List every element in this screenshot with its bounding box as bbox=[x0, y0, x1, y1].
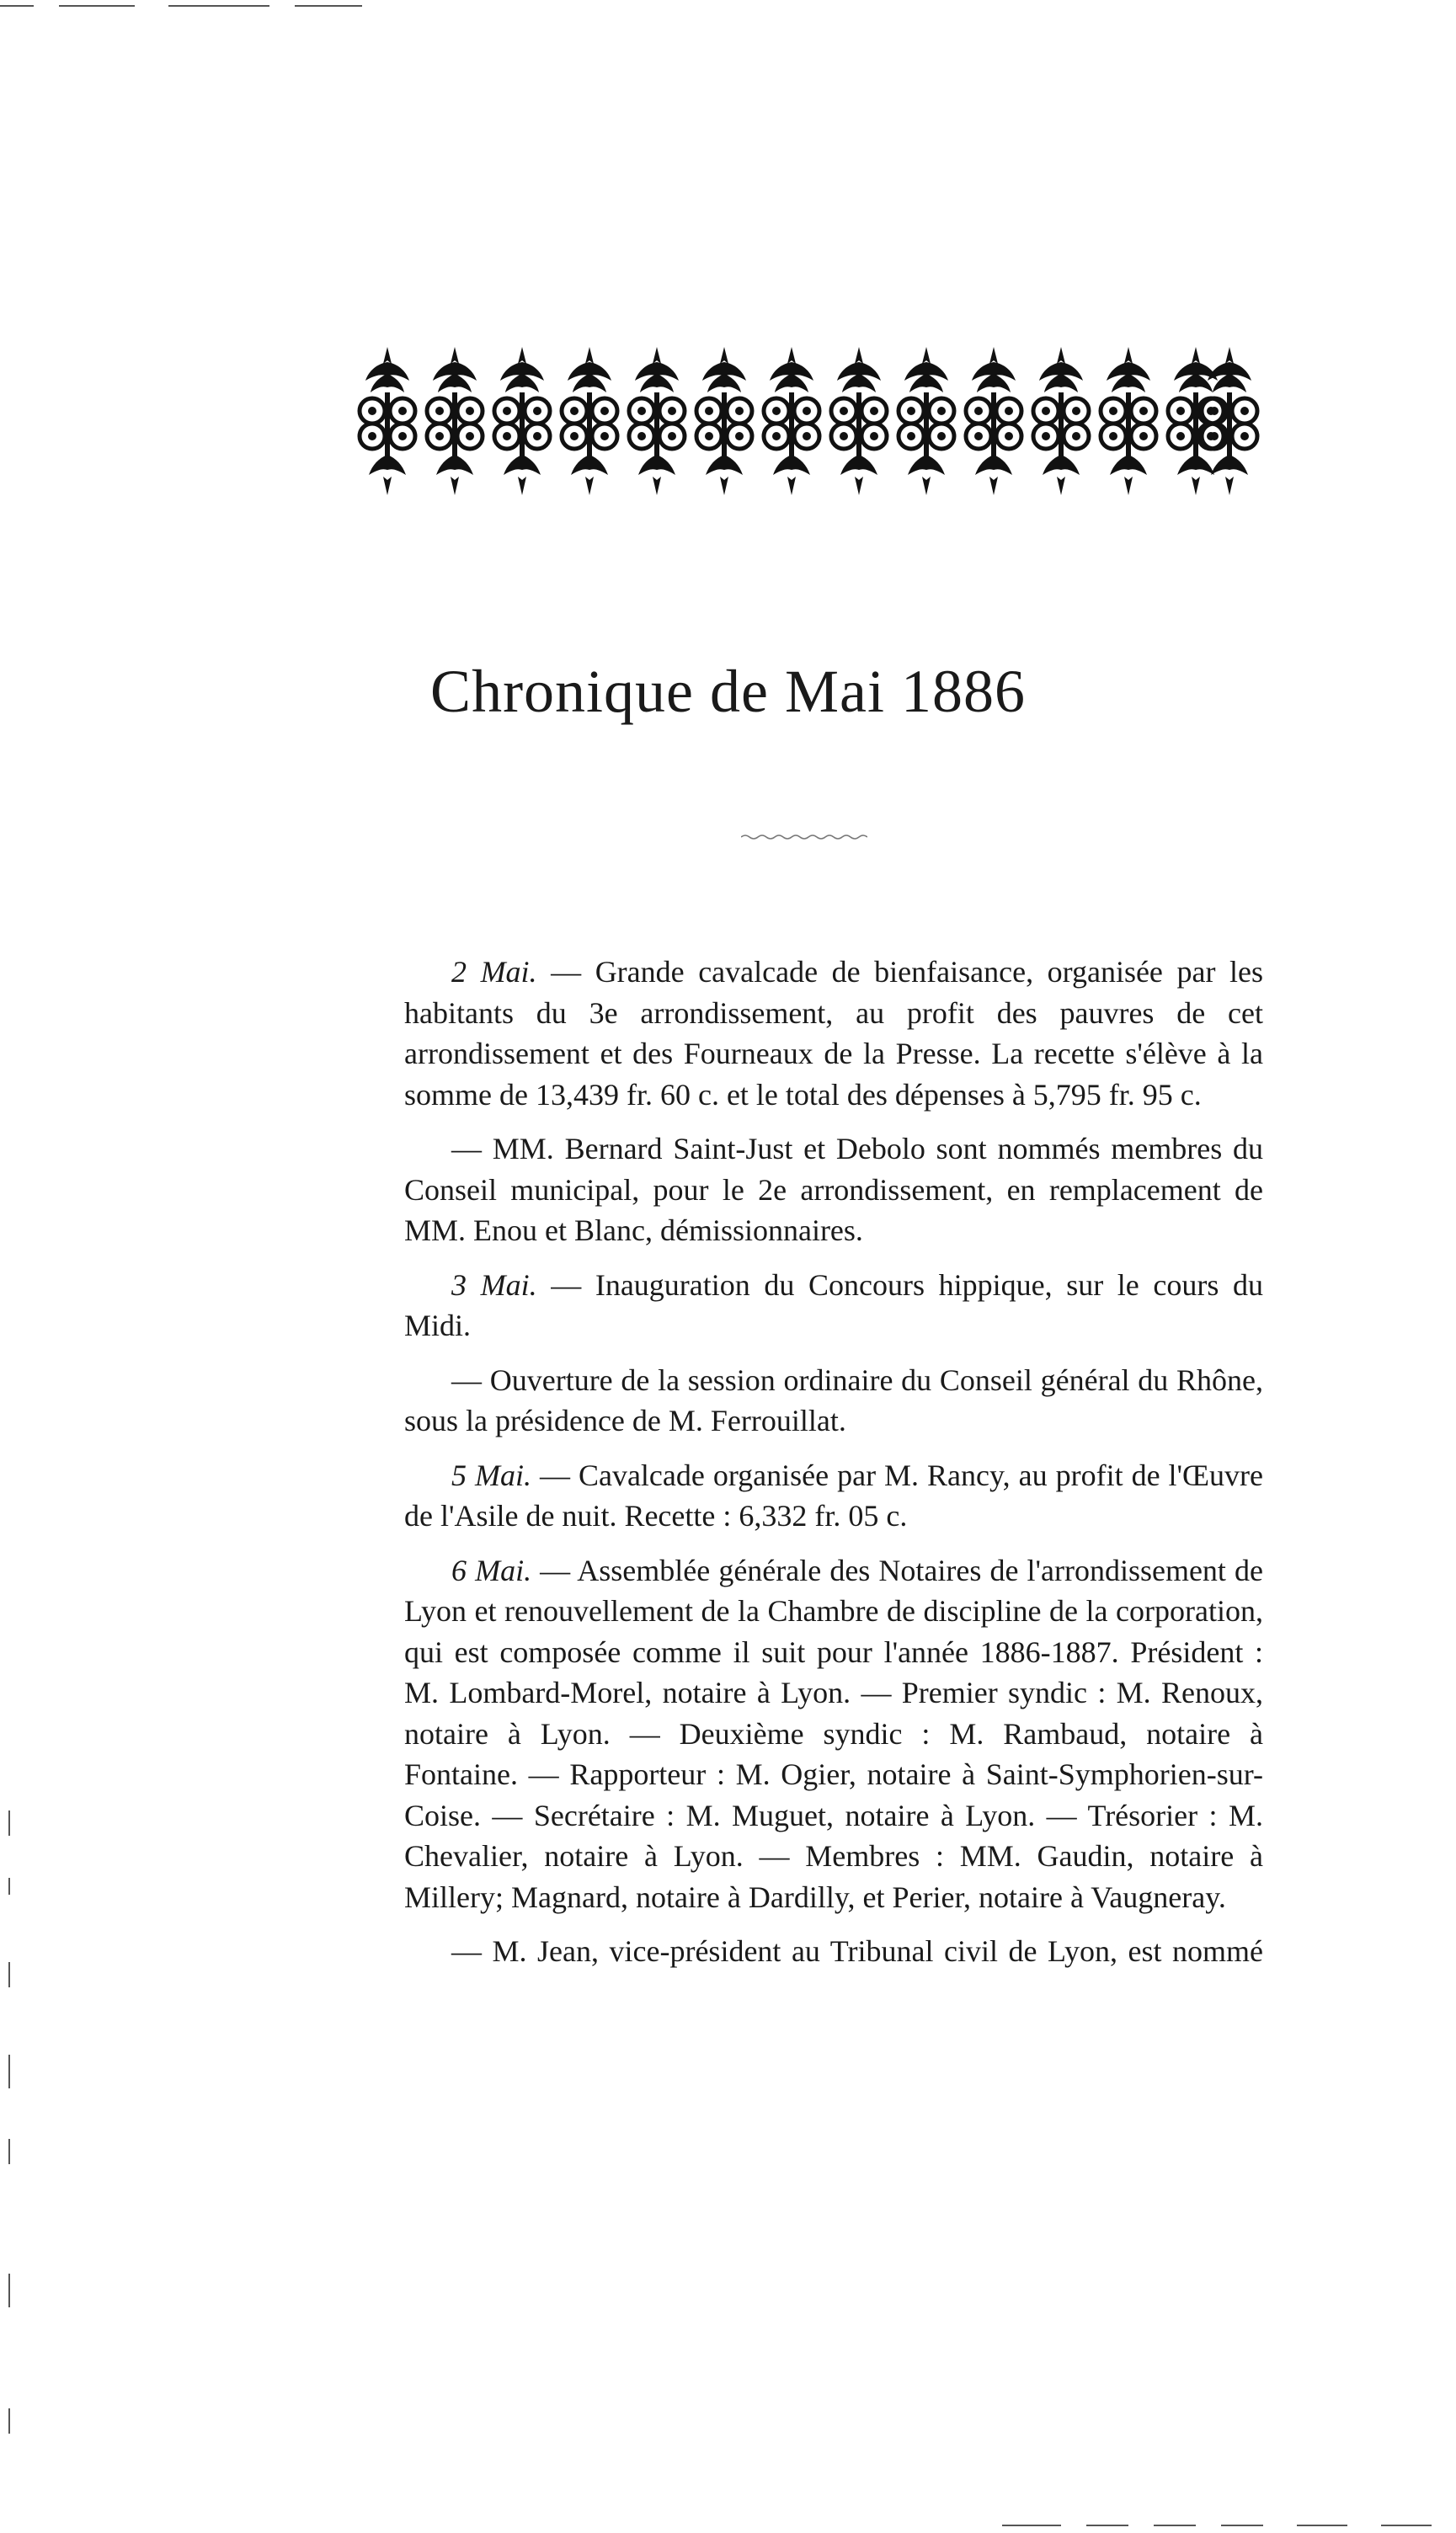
entry-date: 2 Mai. bbox=[451, 955, 537, 989]
scan-artifact bbox=[168, 5, 269, 7]
entry-date: 3 Mai. bbox=[451, 1267, 537, 1302]
scan-artifact bbox=[1381, 2525, 1432, 2526]
scan-artifact bbox=[8, 1962, 10, 1987]
entry-text: — Grande cavalcade de bienfaisance, organisée par les habitants du 3e arrondissement, au profit des pauvres de cet arrondissement et des Fourneaux de la Presse. La recette s'élève à la somme de 13,439 fr. 60 c. et le total des dépenses à 5,795 fr. 95 c. bbox=[404, 955, 1263, 1112]
chronicle-entry bbox=[404, 1550, 1263, 1918]
entry-text: — M. Jean, vice-président au Tribunal civil de Lyon, est nommé bbox=[451, 1934, 1263, 1968]
scan-artifact bbox=[8, 2274, 10, 2307]
scan-artifact bbox=[1154, 2525, 1196, 2526]
entry-date: 6 Mai. bbox=[451, 1553, 532, 1587]
chronicle-entry bbox=[404, 1265, 1263, 1346]
scan-artifact bbox=[8, 2139, 10, 2164]
scan-artifact bbox=[1297, 2525, 1347, 2526]
chronicle-body bbox=[404, 952, 1263, 1986]
entry-text: — Cavalcade organisée par M. Rancy, au profit de l'Œuvre de l'Asile de nuit. Recette : 6,332 fr. 05 c. bbox=[404, 1458, 1264, 1533]
scan-artifact bbox=[295, 5, 362, 7]
scan-artifact bbox=[1221, 2525, 1263, 2526]
fleuron-header-ornament bbox=[354, 345, 1263, 497]
scan-artifact bbox=[1086, 2525, 1128, 2526]
chronicle-entry bbox=[404, 1931, 1263, 1972]
title-divider-ornament bbox=[741, 834, 867, 840]
chronicle-entry bbox=[404, 1455, 1263, 1537]
page-title: Chronique de Mai 1886 bbox=[430, 658, 1026, 725]
scan-artifact bbox=[59, 5, 135, 7]
scan-artifact bbox=[8, 2055, 10, 2088]
chronicle-entry bbox=[404, 1128, 1263, 1251]
scan-artifact bbox=[0, 5, 34, 7]
chronicle-entry bbox=[404, 952, 1263, 1115]
scan-artifact bbox=[8, 1810, 10, 1836]
scan-artifact bbox=[8, 1878, 10, 1895]
scan-artifact bbox=[8, 2408, 10, 2434]
entry-date: 5 Mai. bbox=[451, 1458, 531, 1492]
entry-text: — Ouverture de la session ordinaire du Conseil général du Rhône, sous la présidence de M. Ferrouillat. bbox=[404, 1362, 1263, 1437]
entry-text: — Assemblée générale des Notaires de l'arrondissement de Lyon et renouvellement de la Chambre de discipline de la corporation, qui est composée comme il suit pour l'année 1886-1887. Président : M. Lombard-Morel, notaire à Lyon. — Premier syndic : M. Renoux, notaire à Lyon. — Deuxième syndic : M. Rambaud, notaire à Fontaine. — Rapporteur : M. Ogier, notaire à Saint-Symphorien-sur-Coise. — Secrétaire : M. Muguet, notaire à Lyon. — Trésorier : M. Chevalier, notaire à Lyon. — Membres : MM. Gaudin, notaire à Millery; Magnard, notaire à Dardilly, et Perier, notaire à Vaugneray. bbox=[404, 1553, 1264, 1914]
scan-artifact bbox=[1002, 2525, 1061, 2526]
chronicle-entry bbox=[404, 1360, 1263, 1442]
entry-text: — Inauguration du Concours hippique, sur le cours du Midi. bbox=[404, 1267, 1263, 1342]
entry-text: — MM. Bernard Saint-Just et Debolo sont nommés membres du Conseil municipal, pour le 2e arrondissement, en remplacement de MM. Enou et Blanc, démissionnaires. bbox=[404, 1132, 1263, 1247]
